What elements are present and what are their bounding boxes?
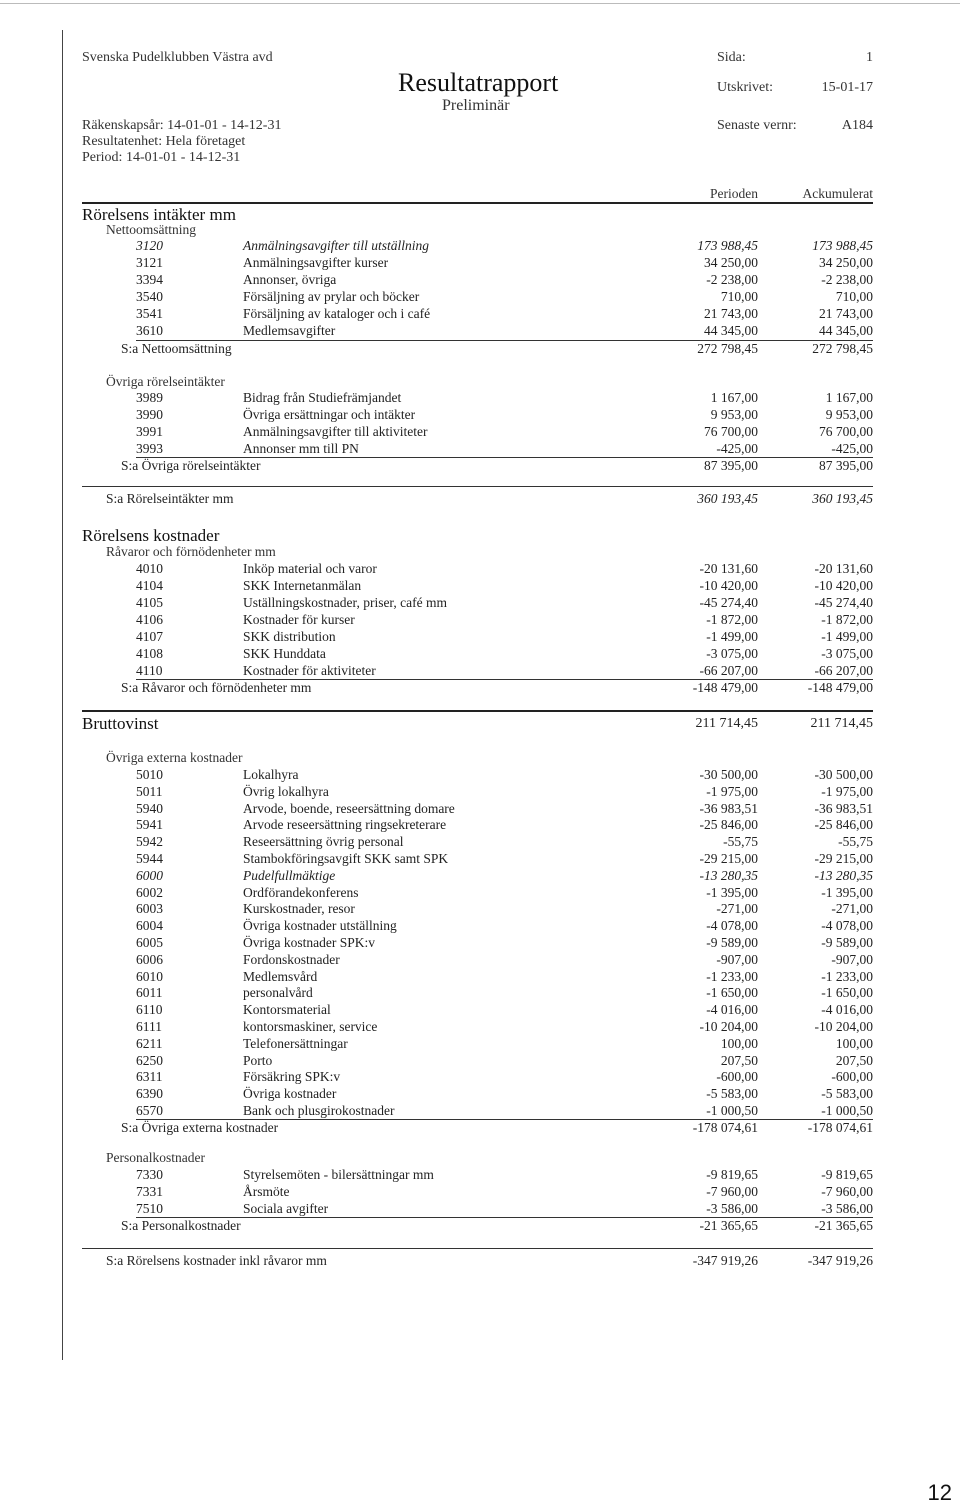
subtotal-row: S:a Råvaror och förnödenheter mm -148 479,00 -148 479,00 — [121, 680, 873, 695]
income-total-row: S:a Rörelseintäkter mm 360 193,45 360 193,45 — [106, 491, 873, 506]
table-row: 3541 Försäljning av kataloger och i café 21 743,00 21 743,00 — [136, 306, 873, 321]
table-row: 4105 Uställningskostnader, priser, café mm -45 274,40 -45 274,40 — [136, 595, 873, 610]
period-range: Period: 14-01-01 - 14-12-31 — [82, 150, 241, 165]
table-row: 4010 Inköp material och varor -20 131,60 -20 131,60 — [136, 561, 873, 576]
gross-profit-accumulated: 211 714,45 — [810, 716, 873, 731]
subtotal-row: S:a Nettoomsättning 272 798,45 272 798,45 — [121, 341, 873, 356]
table-row: 5942 Reseersättning övrig personal -55,75 -55,75 — [136, 834, 873, 849]
page-border-top — [0, 3, 960, 4]
group-title-external-costs: Övriga externa kostnader — [106, 750, 243, 765]
table-row: 3993 Annonser mm till PN -425,00 -425,00 — [136, 441, 873, 456]
table-row: 3991 Anmälningsavgifter till aktiviteter 76 700,00 76 700,00 — [136, 424, 873, 439]
costs-total-row: S:a Rörelsens kostnader inkl råvaror mm -347 919,26 -347 919,26 — [106, 1253, 873, 1268]
printed-value: 15-01-17 — [821, 80, 873, 95]
table-row: 5944 Stambokföringsavgift SKK samt SPK -29 215,00 -29 215,00 — [136, 851, 873, 866]
table-row: 4107 SKK distribution -1 499,00 -1 499,00 — [136, 629, 873, 644]
table-row: 3540 Försäljning av prylar och böcker 710,00 710,00 — [136, 289, 873, 304]
printed-label: Utskrivet: — [717, 80, 773, 95]
group-title-materials: Råvaror och förnödenheter mm — [106, 544, 276, 559]
company-name: Svenska Pudelklubben Västra avd — [82, 50, 273, 65]
section-title-income: Rörelsens intäkter mm — [82, 205, 236, 224]
table-row: 6010 Medlemsvård -1 233,00 -1 233,00 — [136, 969, 873, 984]
table-row: 6211 Telefonersättningar 100,00 100,00 — [136, 1036, 873, 1051]
table-row: 4110 Kostnader för aktiviteter -66 207,00 -66 207,00 — [136, 663, 873, 678]
result-unit: Resultatenhet: Hela företaget — [82, 134, 246, 149]
table-row: 3989 Bidrag från Studiefrämjandet 1 167,00 1 167,00 — [136, 390, 873, 405]
table-row: 6111 kontorsmaskiner, service -10 204,00 -10 204,00 — [136, 1019, 873, 1034]
table-row: 6011 personalvård -1 650,00 -1 650,00 — [136, 985, 873, 1000]
table-row: 3120 Anmälningsavgifter till utställning 173 988,45 173 988,45 — [136, 238, 873, 253]
column-header-period: Perioden — [710, 186, 758, 201]
table-row: 3990 Övriga ersättningar och intäkter 9 953,00 9 953,00 — [136, 407, 873, 422]
table-row: 6000 Pudelfullmäktige -13 280,35 -13 280,35 — [136, 868, 873, 883]
table-row: 4106 Kostnader för kurser -1 872,00 -1 872,00 — [136, 612, 873, 627]
table-row: 7330 Styrelsemöten - bilersättningar mm -9 819,65 -9 819,65 — [136, 1167, 873, 1182]
gross-profit-period: 211 714,45 — [695, 716, 758, 731]
table-row: 6003 Kurskostnader, resor -271,00 -271,00 — [136, 901, 873, 916]
column-header-accumulated: Ackumulerat — [802, 186, 873, 201]
table-row: 4104 SKK Internetanmälan -10 420,00 -10 420,00 — [136, 578, 873, 593]
group-title-other-income: Övriga rörelseintäkter — [106, 374, 225, 389]
subtotal-row: S:a Övriga rörelseintäkter 87 395,00 87 395,00 — [121, 458, 873, 473]
page-value: 1 — [866, 50, 873, 65]
latest-ver-label: Senaste vernr: — [717, 118, 797, 133]
section-title-costs: Rörelsens kostnader — [82, 526, 220, 545]
report-title: Resultatrapport — [398, 68, 559, 97]
group-title-personnel: Personalkostnader — [106, 1150, 205, 1165]
table-row: 5941 Arvode reseersättning ringsekreterare -25 846,00 -25 846,00 — [136, 817, 873, 832]
table-row: 3394 Annonser, övriga -2 238,00 -2 238,00 — [136, 272, 873, 287]
table-row: 5011 Övrig lokalhyra -1 975,00 -1 975,00 — [136, 784, 873, 799]
gross-profit-label: Bruttovinst — [82, 714, 159, 733]
table-row: 4108 SKK Hunddata -3 075,00 -3 075,00 — [136, 646, 873, 661]
table-row: 6250 Porto 207,50 207,50 — [136, 1053, 873, 1068]
table-row: 6006 Fordonskostnader -907,00 -907,00 — [136, 952, 873, 967]
table-row: 3610 Medlemsavgifter 44 345,00 44 345,00 — [136, 323, 873, 338]
table-row: 6311 Försäkring SPK:v -600,00 -600,00 — [136, 1069, 873, 1084]
table-row: 6002 Ordförandekonferens -1 395,00 -1 395,00 — [136, 885, 873, 900]
total-rule — [82, 486, 873, 487]
page-number: 12 — [927, 1480, 952, 1505]
group-title-net-sales: Nettoomsättning — [106, 222, 196, 237]
table-row: 5010 Lokalhyra -30 500,00 -30 500,00 — [136, 767, 873, 782]
fiscal-year: Räkenskapsår: 14-01-01 - 14-12-31 — [82, 118, 282, 133]
latest-ver-value: A184 — [841, 118, 873, 133]
subtotal-row: S:a Personalkostnader -21 365,65 -21 365,65 — [121, 1218, 873, 1233]
table-row: 7510 Sociala avgifter -3 586,00 -3 586,00 — [136, 1201, 873, 1216]
total-rule — [82, 1248, 873, 1249]
subtotal-row: S:a Övriga externa kostnader -178 074,61 -178 074,61 — [121, 1120, 873, 1135]
table-row: 5940 Arvode, boende, reseersättning domare -36 983,51 -36 983,51 — [136, 801, 873, 816]
table-row: 6004 Övriga kostnader utställning -4 078,00 -4 078,00 — [136, 918, 873, 933]
table-row: 6390 Övriga kostnader -5 583,00 -5 583,00 — [136, 1086, 873, 1101]
report-subtitle: Preliminär — [442, 97, 510, 114]
page-label: Sida: — [717, 50, 746, 65]
table-row: 6005 Övriga kostnader SPK:v -9 589,00 -9 589,00 — [136, 935, 873, 950]
header-rule — [82, 202, 873, 204]
table-row: 7331 Årsmöte -7 960,00 -7 960,00 — [136, 1184, 873, 1199]
table-row: 6110 Kontorsmaterial -4 016,00 -4 016,00 — [136, 1002, 873, 1017]
table-row: 6570 Bank och plusgirokostnader -1 000,50 -1 000,50 — [136, 1103, 873, 1118]
table-row: 3121 Anmälningsavgifter kurser 34 250,00 34 250,00 — [136, 255, 873, 270]
gross-profit-rule — [82, 710, 873, 712]
